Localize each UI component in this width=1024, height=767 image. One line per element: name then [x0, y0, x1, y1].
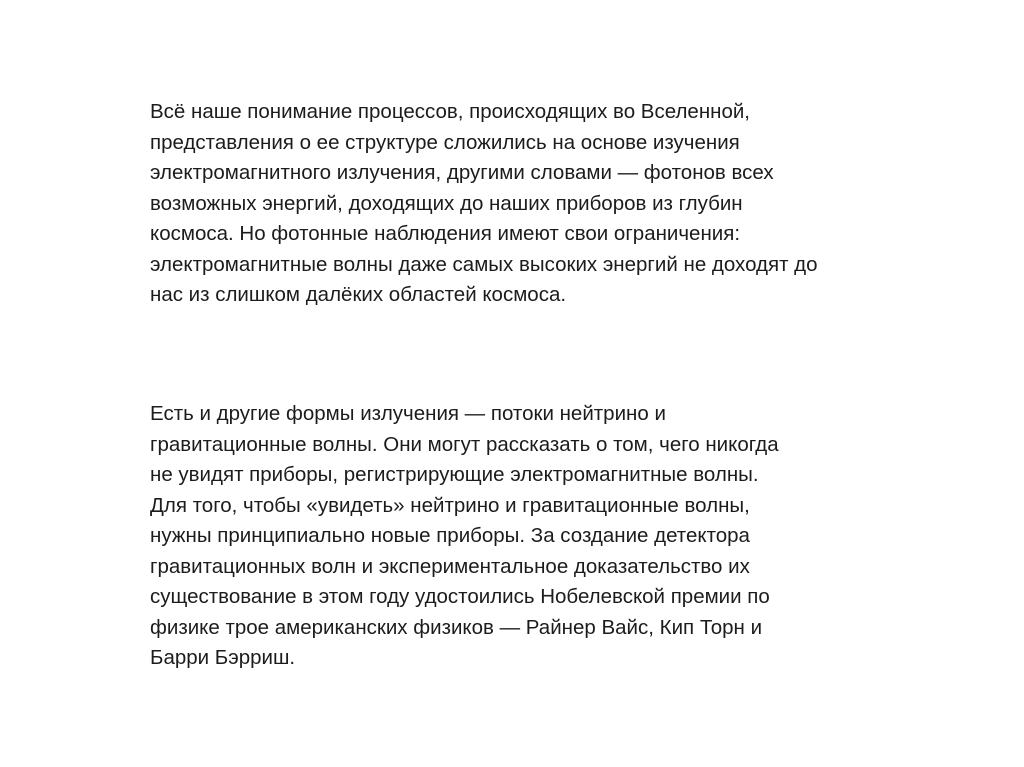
text-line: электромагнитного излучения, другими словами — фотонов всех — [150, 161, 774, 184]
text-line: существование в этом году удостоились Нобелевской премии по — [150, 585, 770, 608]
text-line: представления о ее структуре сложились на основе изучения — [150, 130, 740, 154]
text-line: космоса. Но фотонные наблюдения имеют свои ограничения: — [150, 222, 741, 245]
text-line: Всё наше понимание процессов, происходящих во Вселенной, — [150, 100, 751, 123]
text-line: нужны принципиально новые приборы. За создание детектора — [150, 524, 750, 547]
text-line: возможных энергий, доходящих до наших приборов из глубин — [150, 191, 743, 215]
text-line: Есть и другие формы излучения — потоки нейтрино и — [150, 402, 666, 425]
text-line: гравитационные волны. Они могут рассказать о том, чего никогда — [150, 432, 779, 456]
paragraph-neutrino-gravitational-waves — [150, 399, 779, 674]
text-line: Барри Бэрриш. — [150, 646, 296, 669]
text-line: не увидят приборы, регистрирующие электромагнитные волны. — [150, 463, 759, 486]
text-line: нас из слишком далёких областей космоса. — [150, 283, 567, 306]
text-line: физике трое американских физиков — Райнер Вайс, Кип Торн и — [150, 615, 763, 639]
text-line: электромагнитные волны даже самых высоких энергий не доходят до — [150, 252, 818, 276]
text-line: гравитационных волн и экспериментальное доказательство их — [150, 554, 750, 578]
paragraph-photon-observations — [150, 97, 818, 311]
text-line: Для того, чтобы «увидеть» нейтрино и гравитационные волны, — [150, 493, 750, 517]
